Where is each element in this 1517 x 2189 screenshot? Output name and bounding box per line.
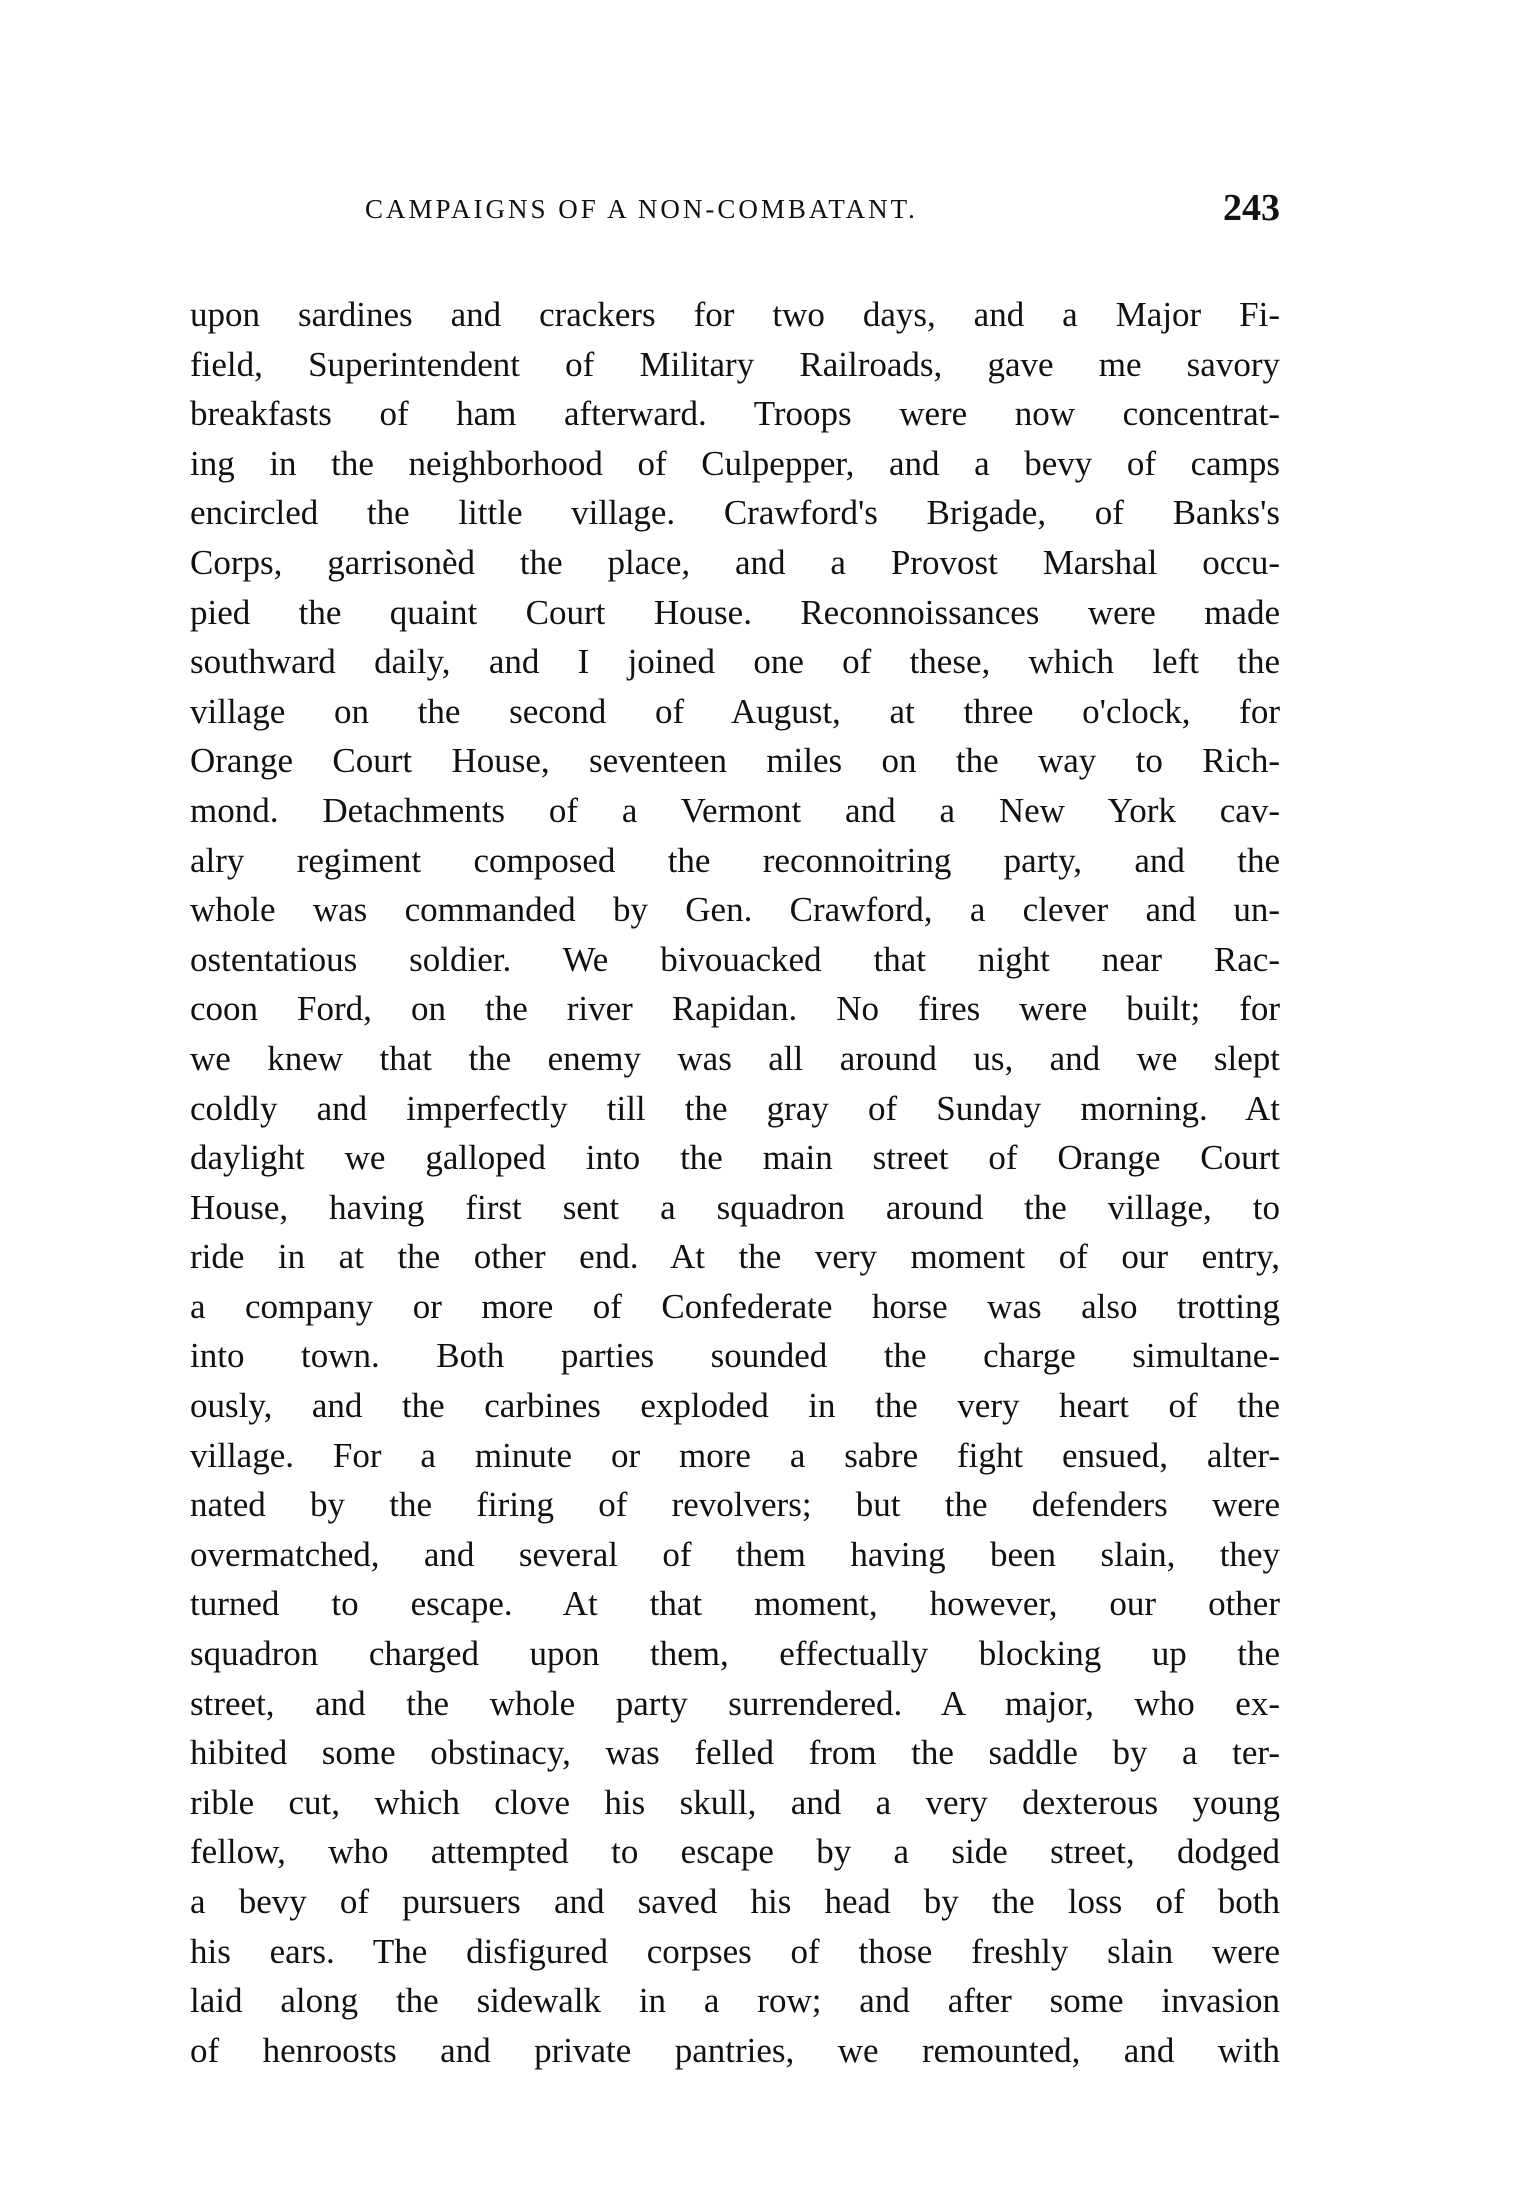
text-line: we knew that the enemy was all around us, and we slept [190,1038,1280,1078]
text-line: Corps, garrisonèd the place, and a Provost Marshal occu- [190,542,1280,582]
text-line: turned to escape. At that moment, however, our other [190,1584,1280,1624]
body-text [190,290,1280,2075]
page-header [190,187,1280,236]
text-line: squadron charged upon them, effectually blocking up the [190,1634,1280,1674]
text-line: a company or more of Confederate horse was also trotting [190,1286,1280,1326]
text-line: nated by the firing of revolvers; but the defenders were [190,1485,1280,1525]
text-line: upon sardines and crackers for two days, and a Major Fi- [190,295,1280,334]
page-number: 243 [1223,187,1280,229]
text-line: into town. Both parties sounded the charge simultane- [190,1336,1280,1376]
text-line: overmatched, and several of them having been slain, they [190,1534,1280,1574]
text-line: encircled the little village. Crawford's Brigade, of Banks's [190,493,1280,533]
text-line: fellow, who attempted to escape by a side street, dodged [190,1832,1280,1872]
text-line: a bevy of pursuers and saved his head by the loss of both [190,1882,1280,1921]
text-line: ostentatious soldier. We bivouacked that night near Rac- [190,939,1280,979]
text-line: pied the quaint Court House. Reconnoissances were made [190,592,1280,632]
text-line: whole was commanded by Gen. Crawford, a clever and un- [190,890,1280,930]
text-line: ing in the neighborhood of Culpepper, and a bevy of camps [190,443,1280,483]
text-line: daylight we galloped into the main street of Orange Court [190,1138,1280,1178]
text-line: village on the second of August, at three o'clock, for [190,691,1280,731]
text-line: village. For a minute or more a sabre fight ensued, alter- [190,1435,1280,1475]
text-line: ously, and the carbines exploded in the very heart of the [190,1386,1280,1426]
text-line: Orange Court House, seventeen miles on the way to Rich- [190,741,1280,781]
text-line: rible cut, which clove his skull, and a very dexterous young [190,1782,1280,1822]
text-line: breakfasts of ham afterward. Troops were now concentrat- [190,394,1280,434]
text-line: field, Superintendent of Military Railroads, gave me savory [190,344,1280,384]
running-title: CAMPAIGNS OF A NON-COMBATANT. [365,194,918,224]
text-line: of henroosts and private pantries, we remounted, and with [190,2030,1280,2070]
text-line: hibited some obstinacy, was felled from the saddle by a ter- [190,1733,1280,1773]
text-line: alry regiment composed the reconnoitring party, and the [190,840,1280,880]
text-line: southward daily, and I joined one of these, which left the [190,642,1280,682]
text-line: ride in at the other end. At the very moment of our entry, [190,1237,1280,1277]
text-line: House, having first sent a squadron around the village, to [190,1187,1280,1227]
text-line: mond. Detachments of a Vermont and a New York cav- [190,790,1280,830]
text-line: street, and the whole party surrendered. A major, who ex- [190,1683,1280,1723]
text-line: his ears. The disfigured corpses of those freshly slain were [190,1931,1280,1971]
text-line: coldly and imperfectly till the gray of Sunday morning. At [190,1088,1280,1128]
text-line: coon Ford, on the river Rapidan. No fires were built; for [190,989,1280,1029]
text-line: laid along the sidewalk in a row; and after some invasion [190,1981,1280,2021]
